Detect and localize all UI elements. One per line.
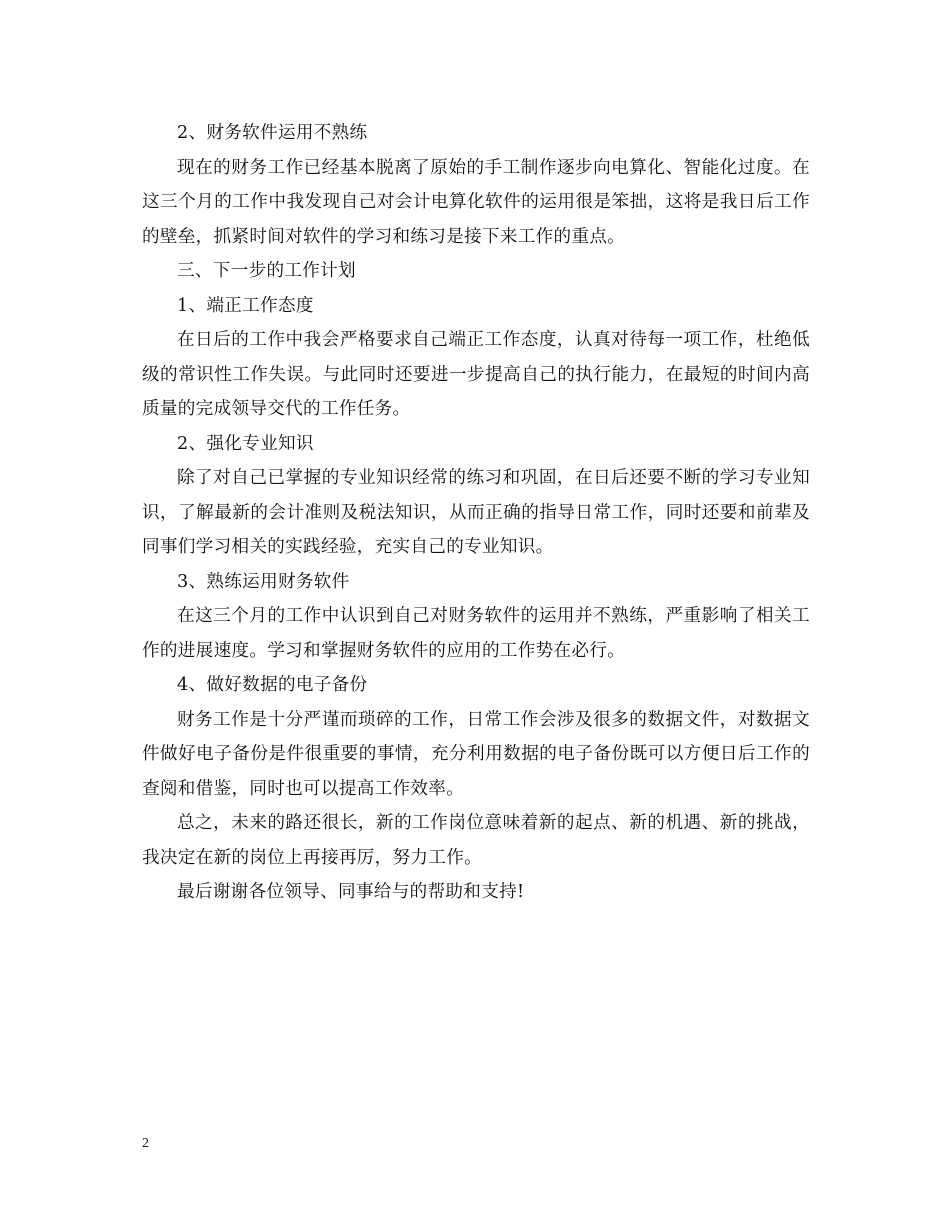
subheading-financial-software: 3、熟练运用财务软件 [177, 571, 350, 592]
subheading-data-backup: 4、做好数据的电子备份 [177, 675, 368, 695]
subheading-professional-knowledge: 2、强化专业知识 [177, 433, 314, 454]
document-body [142, 116, 810, 910]
paragraph-work-attitude: 在日后的工作中我会严格要求自己端正工作态度，认真对待每一项工作，杜绝低级的常识性工作失误。与此同时还要进一步提高自己的执行能力，在最短的时间内高质量的完成领导交代的工作任务。 [142, 330, 810, 419]
paragraph-conclusion: 总之，未来的路还很长，新的工作岗位意味着新的起点、新的机遇、新的挑战，我决定在新的岗位上再接再厉，努力工作。 [142, 813, 810, 868]
paragraph-thanks: 最后谢谢各位领导、同事给与的帮助和支持! [177, 882, 525, 902]
paragraph-software-unfamiliar: 现在的财务工作已经基本脱离了原始的手工制作逐步向电算化、智能化过度。在这三个月的工作中我发现自己对会计电算化软件的运用很是笨拙，这将是我日后工作的壁垒，抓紧时间对软件的学习和练习是接下来工作的重点。 [142, 157, 810, 247]
subheading-software-unfamiliar: 2、财务软件运用不熟练 [177, 123, 368, 143]
paragraph-professional-knowledge: 除了对自己已掌握的专业知识经常的练习和巩固，在日后还要不断的学习专业知识，了解最新的会计准则及税法知识，从而正确的指导日常工作，同时还要和前辈及同事们学习相关的实践经验，充实自己的专业知识。 [142, 468, 810, 557]
page-number: 2 [142, 1136, 149, 1151]
paragraph-data-backup: 财务工作是十分严谨而琐碎的工作，日常工作会涉及很多的数据文件，对数据文件做好电子备份是件很重要的事情，充分利用数据的电子备份既可以方便日后工作的查阅和借鉴，同时也可以提高工作效率。 [142, 709, 810, 799]
section-heading-next-plan: 三、下一步的工作计划 [177, 261, 356, 281]
subheading-work-attitude: 1、端正工作态度 [177, 295, 314, 316]
paragraph-financial-software: 在这三个月的工作中认识到自己对财务软件的运用并不熟练，严重影响了相关工作的进展速度。学习和掌握财务软件的应用的工作势在必行。 [142, 606, 810, 661]
